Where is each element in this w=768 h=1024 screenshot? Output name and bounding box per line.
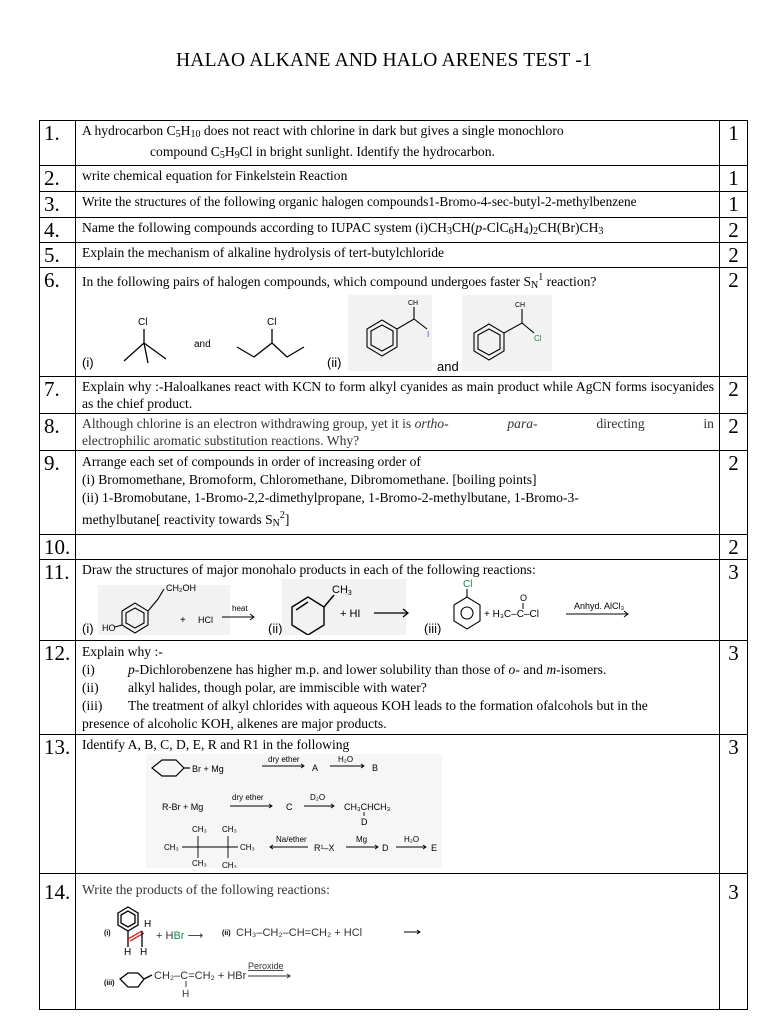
question-number: 6.: [40, 268, 76, 377]
question-row-5: [40, 243, 748, 268]
peroxide-label: Peroxide: [248, 960, 284, 971]
styrene: [118, 907, 144, 947]
q8-part: directing: [596, 416, 645, 431]
cl-label: Cl: [534, 333, 542, 343]
reaction-iii: CH₂–C=CH₂ + HBr: [154, 969, 247, 982]
q9-line: (i) Bromomethane, Bromoform, Chloromethane, Dibromomethane. [boiling points]: [82, 472, 537, 487]
benzene-ring: [120, 973, 152, 987]
question-text: In the following pairs of halogen compounds, which compound undergoes faster $S_N^1$ reaction? (i) Cl and Cl (ii) CH I and CH Cl: [76, 268, 720, 377]
marks: 2: [720, 414, 748, 451]
r2-reactants: R-Br + Mg: [162, 801, 204, 812]
question-row-7: [40, 377, 748, 414]
structure-box: [462, 295, 552, 371]
marks: 3: [720, 641, 748, 735]
d2o: D₂O: [310, 792, 326, 802]
ch3: CH₃: [192, 858, 207, 868]
catalyst-label: Anhyd. AlCl₃: [574, 600, 625, 611]
question-number: 11.: [40, 560, 76, 641]
h2o: H₂O: [338, 754, 354, 764]
q12-part-iii-cont: presence of alcoholic KOH, alkenes are major products.: [82, 716, 387, 731]
q9-line: Arrange each set of compounds in order of increasing order of: [82, 454, 421, 469]
q8-part: in: [703, 416, 714, 431]
marks: 1: [720, 192, 748, 218]
q8-line2: electrophilic aromatic substitution reactions. Why?: [82, 432, 360, 448]
ch3: CH₃: [222, 860, 237, 868]
product-e: E: [431, 842, 438, 853]
q9-line: methylbutane[ reactivity towards $S_N^2$]: [82, 510, 290, 529]
product-a: A: [312, 762, 319, 773]
iodo-label: I: [427, 329, 430, 339]
ch3: CH₃: [164, 842, 179, 852]
marks: 2: [720, 377, 748, 414]
h-label: H: [124, 946, 132, 958]
question-row-4: [40, 218, 748, 243]
q9-line: (ii) 1-Bromobutane, 1-Bromo-2,2-dimethylpropane, 1-Bromo-2-methylbutane, 1-Bromo-3-: [82, 490, 579, 505]
plus: +: [180, 614, 186, 626]
question-text: write chemical equation for Finkelstein Reaction: [76, 166, 720, 192]
marks: 2: [720, 243, 748, 268]
reaction-arrow: [566, 611, 628, 617]
cl-label: Cl: [267, 316, 277, 328]
q6-label-ii: (ii): [327, 354, 342, 370]
q6-label-i: (i): [82, 354, 94, 370]
reaction-arrow: [248, 974, 290, 978]
q12-prompt: Explain why :-: [82, 644, 163, 659]
q1-line2: compound $C_5H_9Cl$ in bright sunlight. Identify the hydrocarbon.: [150, 143, 495, 161]
question-row-8: [40, 414, 748, 451]
q14-reactions: [82, 899, 722, 1003]
na-ether: Na/ether: [276, 834, 307, 844]
question-text: Write the structures of the following organic halogen compounds1-Bromo-4-sec-butyl-2-methylbenzene: [76, 192, 720, 218]
question-text: Name the following compounds according to IUPAC system $(i)CH_3CH(p-ClC_6H_4)_2CH(Br)CH_3$: [76, 218, 720, 243]
dry-ether: dry ether: [268, 754, 300, 764]
question-row-11: [40, 560, 748, 641]
tert-butyl-chloride: [124, 329, 166, 363]
q14-prompt: Write the products of the following reactions:: [82, 882, 330, 897]
page-title: HALAO ALKANE AND HALO ARENES TEST -1: [176, 50, 592, 71]
ch3: CH₃: [240, 842, 255, 852]
question-number: 2.: [40, 166, 76, 192]
ch3: CH₃: [192, 824, 207, 834]
h-label: H: [182, 988, 190, 1000]
ch3: CH₃: [222, 824, 237, 834]
hbr-reagent: + HBr ⟶: [156, 929, 204, 942]
question-table: [39, 120, 748, 1010]
question-row-14: [40, 874, 748, 1010]
question-row-13: [40, 735, 748, 874]
question-number: 7.: [40, 377, 76, 414]
question-text: Explain the mechanism of alkaline hydrolysis of tert-butylchloride: [76, 243, 720, 268]
deuterium: D: [361, 816, 368, 827]
r1x: R¹–X: [314, 842, 335, 853]
question-text: [76, 121, 720, 166]
hi-label: + HI: [340, 607, 361, 620]
question-text: [76, 560, 720, 641]
question-row-3: [40, 192, 748, 218]
marks: 2: [720, 535, 748, 560]
hcl-label: HCl: [198, 614, 213, 625]
q11-reactions: [82, 579, 722, 635]
oxygen-label: O: [520, 592, 528, 603]
h-label: H: [140, 946, 148, 958]
q11-prompt: Draw the structures of major monohalo products in each of the following reactions:: [82, 562, 536, 577]
question-row-12: [40, 641, 748, 735]
question-number: 8.: [40, 414, 76, 451]
question-number: 12.: [40, 641, 76, 735]
ch3-label: CH: [515, 301, 526, 309]
q8-part: para-: [507, 416, 538, 431]
q12-part-i: (i) p-Dichlorobenzene has higher m.p. and lower solubility than those of o- and m-isomers.: [82, 662, 607, 677]
ch3-label: CH3: [332, 583, 352, 597]
label-ii: (ii): [222, 929, 231, 937]
question-text: [76, 451, 720, 535]
h-label: H: [144, 918, 152, 930]
question-row-1: [40, 121, 748, 166]
question-number: 9.: [40, 451, 76, 535]
and-label: and: [194, 338, 211, 350]
marks: 2: [720, 218, 748, 243]
marks: 1: [720, 121, 748, 166]
question-text: [76, 414, 720, 451]
q12-part-ii: (ii) alkyl halides, though polar, are immiscible with water?: [82, 680, 427, 695]
q6-structures: [82, 295, 682, 371]
question-row-10: [40, 535, 748, 560]
question-number: 4.: [40, 218, 76, 243]
reaction-arrow: [404, 930, 420, 934]
acyl-chloride: + H₃C–C–Cl: [484, 608, 539, 620]
question-number: 1.: [40, 121, 76, 166]
question-row-6: [40, 268, 748, 377]
label-i: (i): [82, 620, 94, 635]
label-iii: (iii): [104, 979, 115, 987]
structure-box: [348, 295, 432, 371]
question-text: [76, 735, 720, 874]
mg: Mg: [356, 834, 368, 844]
h2o: H₂O: [404, 834, 420, 844]
question-number: 3.: [40, 192, 76, 218]
marks: 3: [720, 560, 748, 641]
label-iii: (iii): [424, 620, 442, 635]
chlorobenzene: [454, 589, 480, 629]
ho-label: HO: [102, 622, 116, 633]
question-text: [76, 535, 720, 560]
ch3-label: CH: [408, 299, 419, 307]
ch2oh-label: CH₂OH: [166, 582, 196, 593]
q12-part-iii: (iii) The treatment of alkyl chlorides with aqueous KOH leads to the formation ofalcohols but in the: [82, 698, 648, 713]
q1-line1: A hydrocarbon $C_5H_{10}$ does not react with chlorine in dark but gives a single monochloro: [82, 123, 564, 140]
structure-box: [98, 582, 230, 635]
product-deuterated: CH₃CHCH₃: [344, 801, 391, 812]
question-text: [76, 641, 720, 735]
q13-reactions: [82, 754, 722, 868]
marks: 3: [720, 874, 748, 1010]
marks: 2: [720, 451, 748, 535]
and-label: and: [437, 358, 459, 371]
marks: 3: [720, 735, 748, 874]
label-i: (i): [104, 929, 111, 937]
2-chlorobutane: [237, 329, 304, 357]
cl-label: Cl: [138, 316, 148, 328]
question-text: Explain why :-Haloalkanes react with KCN to form alkyl cyanides as main product while AgCN forms isocyanides as the chief product.: [76, 377, 720, 414]
marks: 1: [720, 166, 748, 192]
question-number: 5.: [40, 243, 76, 268]
marks: 2: [720, 268, 748, 377]
question-number: 10.: [40, 535, 76, 560]
q13-prompt: Identify A, B, C, D, E, R and R1 in the following: [82, 737, 350, 752]
question-number: 13.: [40, 735, 76, 874]
reaction-ii: CH₃–CH₂–CH=CH₂ + HCl: [236, 926, 363, 939]
product-b: B: [372, 762, 379, 773]
cl-label: Cl: [463, 578, 473, 590]
dry-ether: dry ether: [232, 792, 264, 802]
r1-reactants: Br + Mg: [192, 763, 224, 774]
question-row-2: [40, 166, 748, 192]
question-text: [76, 874, 720, 1010]
heat-label: heat: [232, 603, 248, 613]
product-d: D: [382, 842, 389, 853]
question-row-9: [40, 451, 748, 535]
product-c: C: [286, 801, 293, 812]
q8-part: Although chlorine is an electron withdrawing group, yet it is ortho-: [82, 416, 449, 431]
label-ii: (ii): [268, 620, 283, 635]
question-number: 14.: [40, 874, 76, 1010]
